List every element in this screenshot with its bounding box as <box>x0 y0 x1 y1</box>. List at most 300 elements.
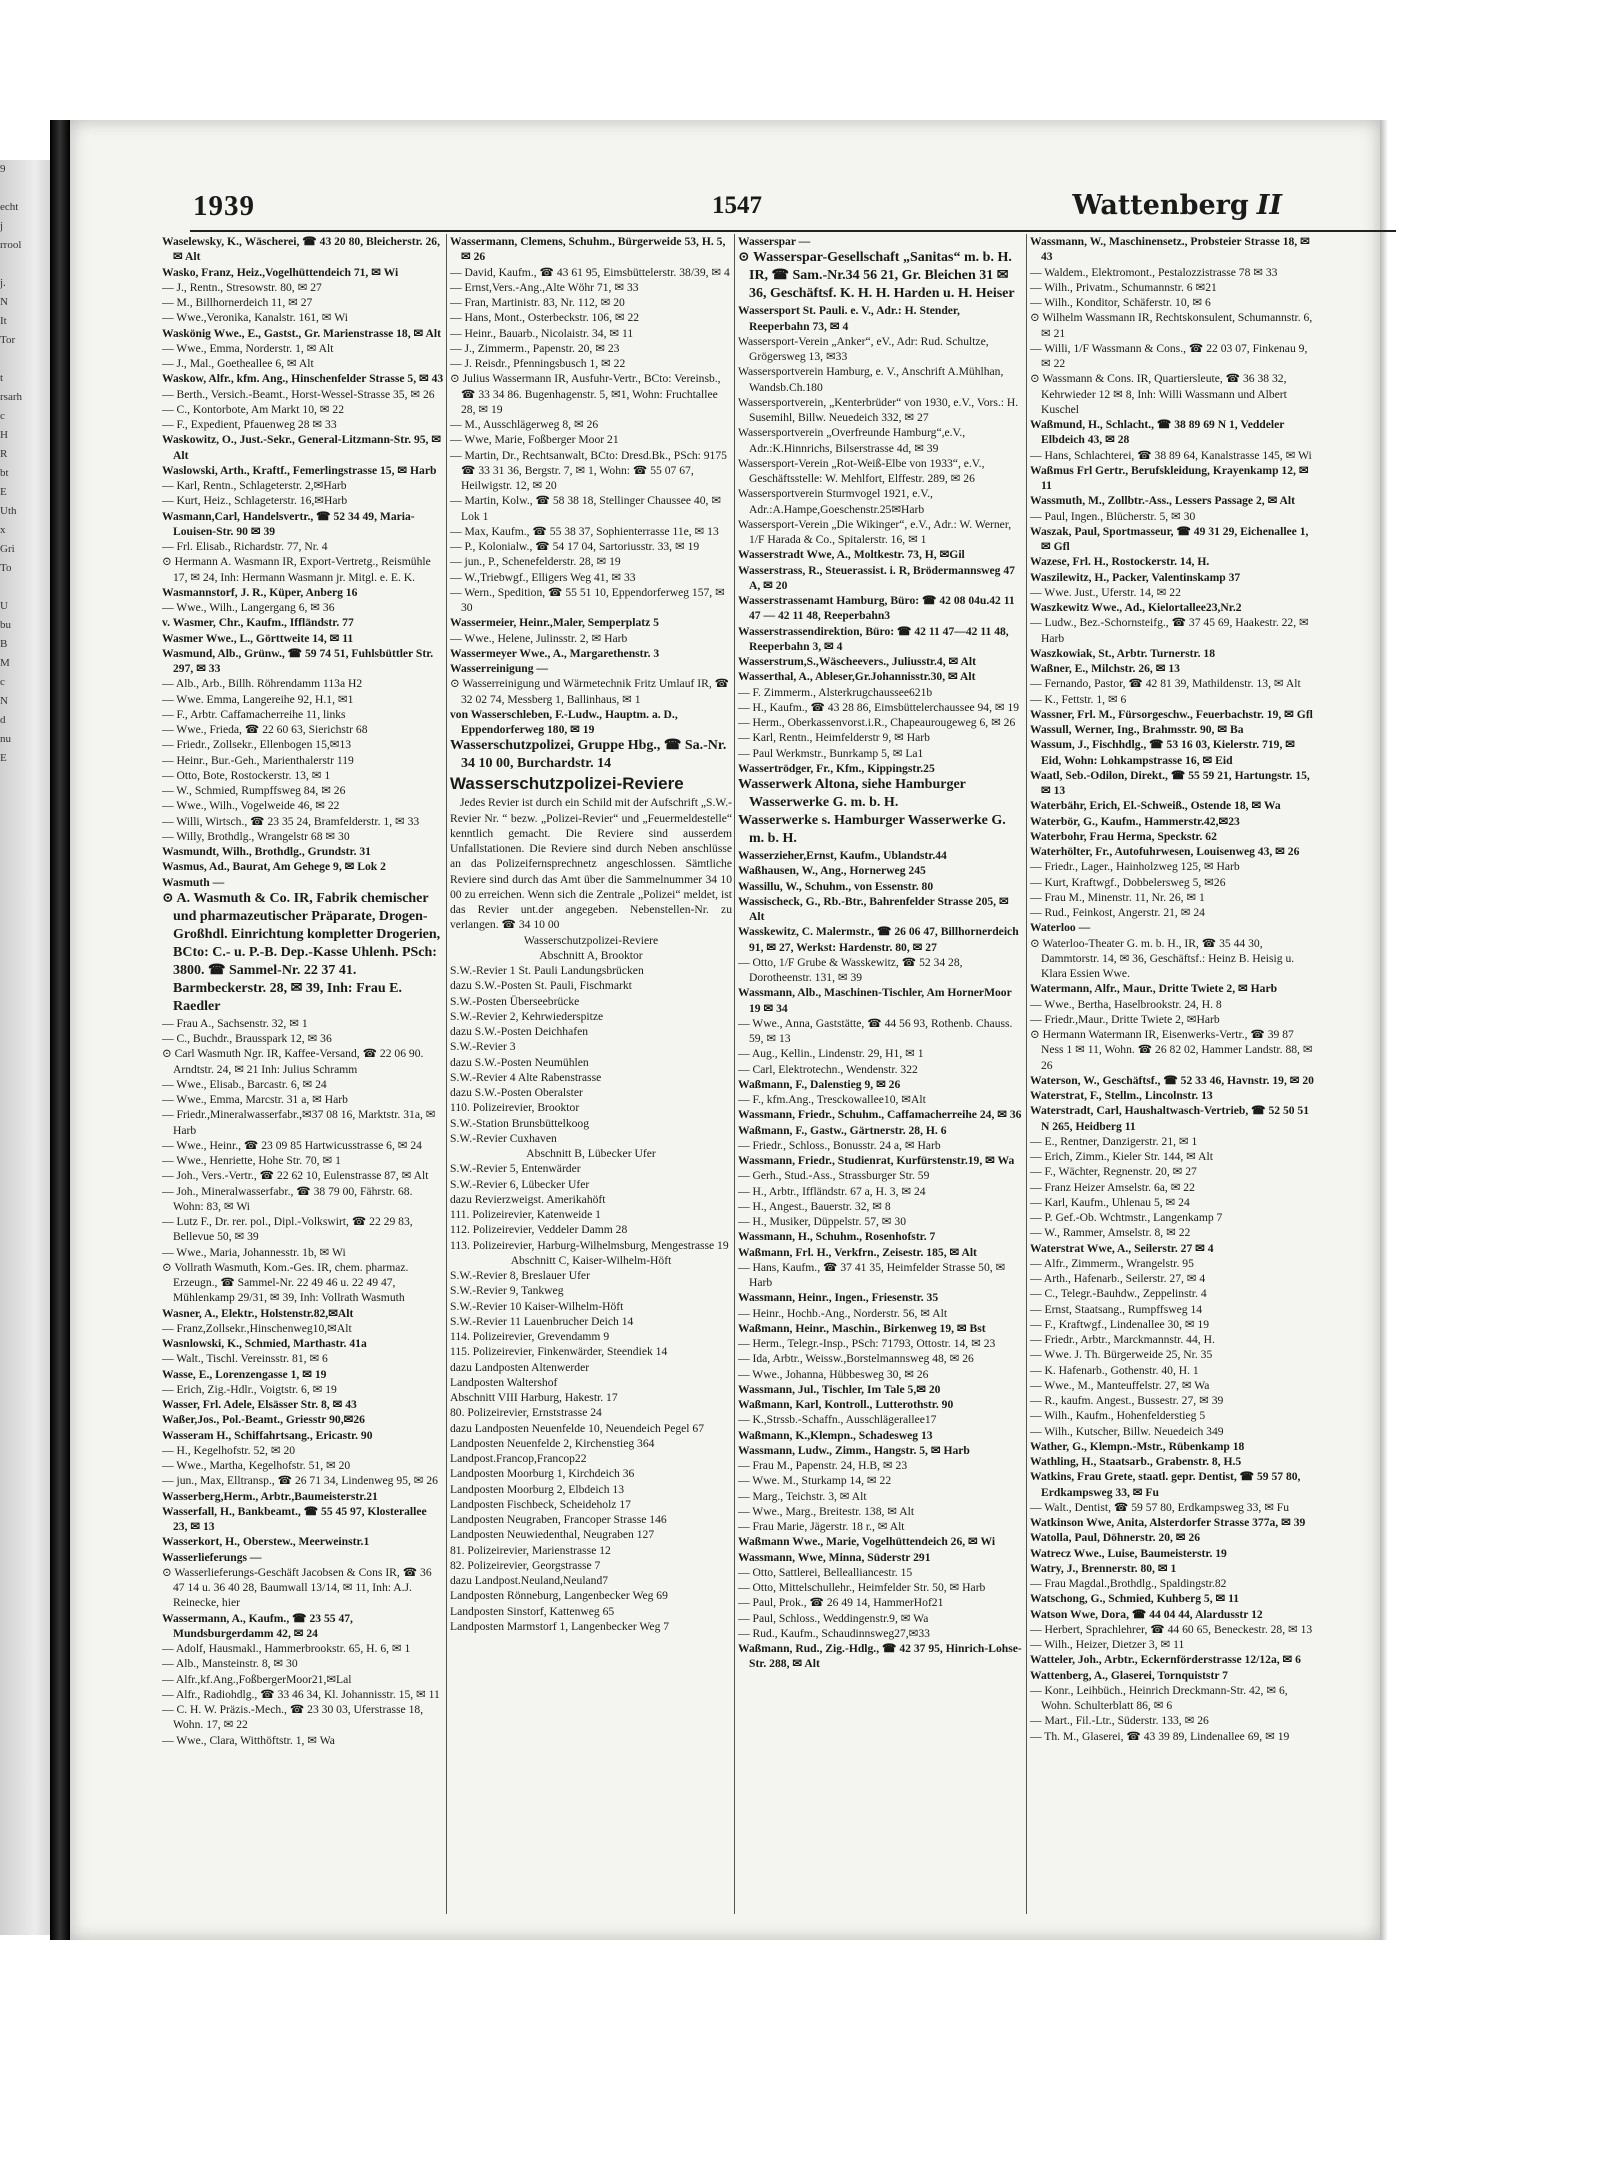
directory-entry: Wasserkort, H., Oberstew., Meerweinstr.1 <box>162 1535 370 1549</box>
directory-entry: Waslowski, Arth., Kraftf., Femerlingstrasse 15, ✉ Harb <box>162 463 437 477</box>
directory-entry: — Otto, 1/F Grube & Wasskewitz, ☎ 52 34 28, Dorotheenstr. 131, ✉ 39 <box>738 955 963 984</box>
directory-entry: Wasmannstorf, J. R., Küper, Anberg 16 <box>162 585 358 599</box>
directory-entry: Wassmann, Ludw., Zimm., Hangstr. 5, ✉ Harb <box>738 1443 970 1457</box>
directory-entry: Wassillu, W., Schuhm., von Essenstr. 80 <box>738 879 934 893</box>
directory-entry: — K. Hafenarb., Gothenstr. 40, H. 1 <box>1030 1363 1199 1377</box>
directory-entry: ⊙ Wasserreinigung und Wärmetechnik Fritz Umlauf IR, ☎ 32 02 74, Messberg 1, Ballinhaus, ✉ 1 <box>450 677 730 706</box>
directory-entry: — P., Kolonialw., ☎ 54 17 04, Sartoriusstr. 33, ✉ 19 <box>450 540 700 553</box>
directory-entry: Waterstradt, Carl, Haushaltwasch-Vertrieb, ☎ 52 50 51 N 265, Heidberg 11 <box>1030 1104 1310 1133</box>
directory-entry: Wassersport-Verein „Rot-Weiß-Elbe von 1933“, e.V., Geschäftsstelle: W. Mehlfort, Elffestr. 289, ✉ 26 <box>738 456 985 485</box>
directory-entry: — K., Fettstr. 1, ✉ 6 <box>1030 692 1127 706</box>
directory-entry: Waßmann, K.,Klempn., Schadesweg 13 <box>738 1428 933 1442</box>
directory-entry: Wasseram H., Schiffahrtsang., Ericastr. 90 <box>162 1428 373 1442</box>
directory-entry: Landposten Neuwiedenthal, Neugraben 127 <box>450 1528 655 1542</box>
directory-entry: — Otto, Mittelschullehr., Heimfelder Str. 50, ✉ Harb <box>738 1581 986 1594</box>
directory-entry: — J., Mal., Goetheallee 6, ✉ Alt <box>162 357 314 370</box>
directory-entry: Waßmann, Rud., Zig.-Hdlg., ☎ 42 37 95, Hinrich-Lohse-Str. 288, ✉ Alt <box>738 1642 1022 1671</box>
directory-entry: Wasmundt, Wilh., Brothdlg., Grundstr. 31 <box>162 845 371 858</box>
directory-entry: — Wwe., Frieda, ☎ 22 60 63, Sierichstr 68 <box>162 723 368 736</box>
directory-entry: Wathling, H., Staatsarb., Grabenstr. 8, H.5 <box>1030 1455 1242 1468</box>
directory-entry: — Wwe., Anna, Gaststätte, ☎ 44 56 93, Rothenb. Chauss. 59, ✉ 13 <box>738 1016 1013 1045</box>
directory-entry: Wasserthal, A., Ableser,Gr.Johannisstr.30, ✉ Alt <box>738 670 976 684</box>
directory-entry: — Walt., Tischl. Vereinsstr. 81, ✉ 6 <box>162 1352 328 1366</box>
directory-entry: Landposten Moorburg 1, Kirchdeich 36 <box>450 1467 635 1481</box>
directory-entry: Wassersportverein, „Kenterbrüder“ von 1930, e.V., Vors.: H. Susemihl, Billw. Neuedeich 332, ✉ 27 <box>738 395 1019 424</box>
directory-column-4 <box>1030 234 1314 1914</box>
directory-entry: Wattenberg, A., Glaserei, Tornquiststr 7 <box>1030 1668 1228 1682</box>
directory-entry: ⊙ Hermann Watermann IR, Eisenwerks-Vertr., ☎ 39 87 Ness 1 ✉ 11, Wohn. ☎ 26 82 02, Hammer Landstr. 88, ✉26 <box>1030 1028 1313 1072</box>
directory-entry: — Herm., Oberkassenvorst.i.R., Chapeaurougeweg 6, ✉ 26 <box>738 716 1016 729</box>
directory-entry: — Hans, Kaufm., ☎ 37 41 35, Heimfelder Strasse 50, ✉ Harb <box>738 1260 1006 1289</box>
directory-entry: Wassersportverein Hamburg, e. V., Anschrift A.Mühlhan, Wandsb.Ch.180 <box>738 365 1004 394</box>
directory-entry: Wazese, Frl. H., Rostockerstr. 14, H. <box>1030 555 1210 569</box>
directory-entry: Waßmann, F., Dalenstieg 9, ✉ 26 <box>738 1077 901 1091</box>
directory-entry: — Wern., Spedition, ☎ 55 51 10, Eppendorferweg 157, ✉ 30 <box>450 585 725 614</box>
directory-entry: Landposten Neugraben, Francoper Strasse 146 <box>450 1513 667 1526</box>
directory-entry: — Friedr., Zollsekr., Ellenbogen 15,✉13 <box>162 738 352 752</box>
directory-entry: ⊙ Hermann A. Wasmann IR, Export-Vertretg., Reismühle 17, ✉ 24, Inh: Hermann Wasmann jr. Mitgl. e. E. K. <box>162 555 431 584</box>
directory-entry: — H., Arbtr., Iffländstr. 67 a, H. 3, ✉ 24 <box>738 1184 926 1198</box>
directory-entry: — Franz,Zollsekr.,Hinschenweg10,✉Alt <box>162 1321 352 1335</box>
directory-entry: — Hans, Schlachterei, ☎ 38 89 64, Kanalstrasse 145, ✉ Wi <box>1030 448 1312 462</box>
directory-entry: — Frau M., Papenstr. 24, H.B, ✉ 23 <box>738 1459 908 1472</box>
directory-entry: — Kurt, Heiz., Schlageterstr. 16,✉Harb <box>162 494 348 508</box>
directory-entry: 114. Polizeirevier, Grevendamm 9 <box>450 1330 610 1343</box>
directory-entry: — Alb., Arb., Billh. Röhrendamm 113a H2 <box>162 677 363 691</box>
directory-entry: Watolla, Paul, Döhnerstr. 20, ✉ 26 <box>1030 1531 1200 1545</box>
directory-entry: — C., Buchdr., Brausspark 12, ✉ 36 <box>162 1032 332 1045</box>
directory-entry: 113. Polizeirevier, Harburg-Wilhelmsburg, Mengestrasse 19 <box>450 1238 729 1252</box>
directory-entry: Abschnitt VIII Harburg, Hakestr. 17 <box>450 1391 618 1404</box>
directory-entry: Wasserwerke s. Hamburger Wasserwerke G. m. b. H. <box>738 813 1006 846</box>
directory-entry: dazu Landposten Neuenfelde 10, Neuendeich Pegel 67 <box>450 1421 705 1435</box>
directory-entry: Landposten Fischbeck, Scheideholz 17 <box>450 1497 631 1511</box>
directory-entry: — Friedr., Arbtr., Marckmannstr. 44, H. <box>1030 1333 1215 1346</box>
directory-entry: Wasserreinigung — <box>450 662 549 675</box>
directory-entry: Waßmann, F., Gastw., Gärtnerstr. 28, H. 6 <box>738 1123 947 1137</box>
directory-entry: 81. Polizeirevier, Marienstrasse 12 <box>450 1543 611 1557</box>
directory-entry: Waterstrat, F., Stellm., Lincolnstr. 13 <box>1030 1089 1213 1102</box>
header-section-name: Wattenberg <box>1072 190 1249 221</box>
directory-entry: ⊙ Vollrath Wasmuth, Kom.-Ges. IR, chem. pharmaz. Erzeugn., ☎ Sammel-Nr. 22 49 46 u. 22 49 47, Mühlenkamp 29/31, ✉ 39, Inh: Vollrath Wasmuth <box>162 1260 409 1305</box>
directory-entry: — C. H. W. Präzis.-Mech., ☎ 23 30 03, Uferstrasse 18, Wohn. 17, ✉ 22 <box>162 1703 424 1732</box>
directory-entry: Wassermeier, Heinr.,Maler, Semperplatz 5 <box>450 616 659 630</box>
section-heading: Abschnitt C, Kaiser-Wilhelm-Höft <box>510 1253 672 1267</box>
directory-entry: Wasserfall, H., Bankbeamt., ☎ 55 45 97, Klosterallee 23, ✉ 13 <box>162 1504 427 1533</box>
directory-entry: S.W.-Revier 1 St. Pauli Landungsbrücken <box>450 964 644 977</box>
section-heading: Abschnitt A, Brooktor <box>539 948 643 962</box>
directory-entry: — Fernando, Pastor, ☎ 42 81 39, Mathildenstr. 13, ✉ Alt <box>1030 677 1301 691</box>
directory-entry: S.W.-Revier 5, Entenwärder <box>450 1162 581 1176</box>
directory-entry: Wasserstradt Wwe, A., Moltkestr. 73, H, ✉Gil <box>738 548 965 562</box>
directory-entry: — Wwe., Henriette, Hohe Str. 70, ✉ 1 <box>162 1154 341 1167</box>
directory-entry: S.W.-Revier 6, Lübecker Ufer <box>450 1177 590 1191</box>
directory-entry: Watry, J., Brennerstr. 80, ✉ 1 <box>1030 1561 1177 1575</box>
directory-entry: — Paul, Prok., ☎ 26 49 14, HammerHof21 <box>738 1596 944 1610</box>
directory-entry: Wasskewitz, C. Malermstr., ☎ 26 06 47, Billhornerdeich 91, ✉ 27, Werkst: Hardenstr. 80, ✉ 27 <box>738 925 1019 954</box>
directory-entry: Watrecz Wwe., Luise, Baumeisterstr. 19 <box>1030 1546 1227 1560</box>
directory-entry: Wassmann, W., Maschinensetz., Probsteier Strasse 18, ✉ 43 <box>1030 235 1310 264</box>
directory-entry: 115. Polizeirevier, Finkenwärder, Steendiek 14 <box>450 1345 668 1359</box>
directory-entry: — Hans, Mont., Osterbeckstr. 106, ✉ 22 <box>450 311 640 325</box>
directory-entry: — Herbert, Sprachlehrer, ☎ 44 60 65, Beneckestr. 28, ✉ 13 <box>1030 1622 1313 1636</box>
directory-entry: Wassmuth, M., Zollbtr.-Ass., Lessers Passage 2, ✉ Alt <box>1030 494 1296 508</box>
directory-entry: Wasse, E., Lorenzengasse 1, ✉ 19 <box>162 1367 327 1381</box>
directory-entry: — F. Zimmerm., Alsterkrugchaussee621b <box>738 685 933 699</box>
directory-entry: — J. Reisdr., Pfenningsbusch 1, ✉ 22 <box>450 357 626 370</box>
directory-entry: — Wwe., Elisab., Barcastr. 6, ✉ 24 <box>162 1077 327 1091</box>
directory-entry: Waterstrat Wwe, A., Seilerstr. 27 ✉ 4 <box>1030 1241 1214 1255</box>
directory-entry: — F., kfm.Ang., Tresckowallee10, ✉Alt <box>738 1093 926 1106</box>
directory-entry: — Frau Magdal.,Brothdlg., Spaldingstr.82 <box>1030 1577 1227 1590</box>
directory-entry: — Wwe., Heinr., ☎ 23 09 85 Hartwicusstrasse 6, ✉ 24 <box>162 1138 422 1152</box>
directory-entry: — Ernst,Vers.-Ang.,Alte Wöhr 71, ✉ 33 <box>450 280 639 294</box>
directory-entry: ⊙ Wasserlieferungs-Geschäft Jacobsen & Cons IR, ☎ 36 47 14 u. 36 40 28, Baumwall 13/14, ✉ 11, Inh: A.J. Reinecke, hier <box>162 1565 432 1610</box>
directory-entry: — Frau A., Sachsenstr. 32, ✉ 1 <box>162 1016 308 1030</box>
directory-entry: Waskowitz, O., Just.-Sekr., General-Litzmann-Str. 95, ✉ Alt <box>162 433 442 462</box>
directory-entry: dazu Landpost.Neuland,Neuland7 <box>450 1574 609 1587</box>
directory-entry: Waterhölter, Fr., Autofuhrwesen, Louisenweg 43, ✉ 26 <box>1030 845 1300 858</box>
directory-entry: Waatl, Seb.-Odilon, Direkt., ☎ 55 59 21, Hartungstr. 15, ✉ 13 <box>1030 768 1310 797</box>
directory-entry: Wassersport-Verein „Die Wikinger“, e.V., Adr.: W. Werner, 1/F Harada & Co., Spitalerstr. 16, ✉ 1 <box>738 517 1012 546</box>
directory-entry: Landpost.Francop,Francop22 <box>450 1452 587 1465</box>
directory-entry: — Walt., Dentist, ☎ 59 57 80, Erdkampsweg 33, ✉ Fu <box>1030 1500 1290 1514</box>
directory-entry: — Friedr., Schloss., Bonusstr. 24 a, ✉ Harb <box>738 1138 941 1152</box>
directory-entry: — Karl, Kaufm., Uhlenau 5, ✉ 24 <box>1030 1195 1190 1209</box>
directory-entry: Watschong, G., Schmied, Kuhberg 5, ✉ 11 <box>1030 1592 1240 1606</box>
directory-entry: — Erich, Zimm., Kieler Str. 144, ✉ Alt <box>1030 1150 1213 1163</box>
directory-entry: — Adolf, Hausmakl., Hammerbrookstr. 65, H. 6, ✉ 1 <box>162 1642 411 1655</box>
directory-entry: — jun., Max, Elltransp., ☎ 26 71 34, Lindenweg 95, ✉ 26 <box>162 1474 438 1488</box>
directory-entry: — Friedr.,Maur., Dritte Twiete 2, ✉Harb <box>1030 1012 1220 1026</box>
directory-entry: Wassersportverein „Overfreunde Hamburg“,e.V., Adr.:K.Hinnrichs, Bilserstrasse 4d, ✉ 39 <box>738 426 966 455</box>
directory-entry: Waßmann Wwe., Marie, Vogelhüttendeich 26, ✉ Wi <box>738 1535 996 1549</box>
directory-entry: — Wwe.,Veronika, Kanalstr. 161, ✉ Wi <box>162 311 348 325</box>
directory-entry: — Erich, Zig.-Hdlr., Voigtstr. 6, ✉ 19 <box>162 1382 337 1396</box>
directory-entry: — Wwe., Wilh., Langergang 6, ✉ 36 <box>162 601 335 614</box>
directory-entry: Wassersport St. Pauli. e. V., Adr.: H. Stender, Reeperbahn 73, ✉ 4 <box>738 304 960 333</box>
directory-entry: — Heinr., Bur.-Geh., Marienthalerstr 119 <box>162 753 354 767</box>
directory-entry: — Wilh., Privatm., Schumannstr. 6 ✉21 <box>1030 280 1217 294</box>
directory-entry: — M., Ausschlägerweg 8, ✉ 26 <box>450 418 599 431</box>
directory-entry: Wasserwerk Altona, siehe Hamburger Wasserwerke G. m. b. H. <box>738 777 966 810</box>
directory-entry: Waßmus Frl Gertr., Berufskleidung, Krayenkamp 12, ✉ 11 <box>1030 463 1309 492</box>
section-heading: Abschnitt B, Lübecker Ufer <box>526 1147 656 1160</box>
directory-entry: Watkins, Frau Grete, staatl. gepr. Dentist, ☎ 59 57 80, Erdkampsweg 33, ✉ Fu <box>1030 1470 1301 1499</box>
directory-entry: — Marg., Teichstr. 3, ✉ Alt <box>738 1489 867 1503</box>
directory-entry: — Alfr., Radiohdlg., ☎ 33 46 34, Kl. Johannisstr. 15, ✉ 11 <box>162 1687 440 1701</box>
directory-entry: — Martin, Kolw., ☎ 58 38 18, Stellinger Chaussee 40, ✉ Lok 1 <box>450 494 722 523</box>
header-year: 1939 <box>193 190 255 222</box>
directory-entry: — Wwe., M., Manteuffelstr. 27, ✉ Wa <box>1030 1378 1210 1392</box>
directory-entry: S.W.-Revier 4 Alte Rabenstrasse <box>450 1070 602 1084</box>
directory-entry: S.W.-Revier 11 Lauenbrucher Deich 14 <box>450 1314 634 1328</box>
book-spine <box>50 120 70 1940</box>
directory-entry: Waßner, E., Milchstr. 26, ✉ 13 <box>1030 662 1180 675</box>
directory-entry: — Friedr.,Mineralwasserfabr.,✉37 08 16, Marktstr. 31a, ✉ Harb <box>162 1108 436 1137</box>
directory-entry: — W.,Triebwgf., Elligers Weg 41, ✉ 33 <box>450 570 636 584</box>
directory-entry: Wassull, Werner, Ing., Brahmsstr. 90, ✉ Ba <box>1030 723 1244 736</box>
directory-entry: Waßer,Jos., Pol.-Beamt., Griesstr 90,✉26 <box>162 1413 365 1427</box>
directory-entry: Waszak, Paul, Sportmasseur, ☎ 49 31 29, Eichenallee 1, ✉ Gfl <box>1030 524 1309 553</box>
directory-entry: Wasserzieher,Ernst, Kaufm., Ublandstr.44 <box>738 849 947 862</box>
directory-entry: Wasner, A., Elektr., Holstenstr.82,✉Alt <box>162 1306 354 1320</box>
directory-entry: — Wwe, Marie, Foßberger Moor 21 <box>450 433 619 447</box>
directory-entry: — Alfr.,kf.Ang.,FoßbergerMoor21,✉Lal <box>162 1672 352 1686</box>
directory-entry: — C., Telegr.-Bauhdw., Zeppelinstr. 4 <box>1030 1287 1207 1301</box>
directory-entry: — J., Zimmerm., Papenstr. 20, ✉ 23 <box>450 341 620 355</box>
directory-entry: Wassum, J., Fischhdlg., ☎ 53 16 03, Kielerstr. 719, ✉Eid, Wohn: Lohkampstrasse 16, ✉ Eid <box>1030 738 1295 767</box>
directory-entry: Watkinson Wwe, Anita, Alsterdorfer Strasse 377a, ✉ 39 <box>1030 1516 1306 1529</box>
directory-entry: — Wwe. Emma, Langereihe 92, H.1, ✉1 <box>162 692 354 706</box>
directory-entry: — Arth., Hafenarb., Seilerstr. 27, ✉ 4 <box>1030 1272 1206 1285</box>
directory-entry: dazu S.W.-Posten Neumühlen <box>450 1055 589 1069</box>
directory-entry: Wasserspar — <box>738 235 811 248</box>
directory-entry: — Wwe., Emma, Marcstr. 31 a, ✉ Harb <box>162 1093 348 1106</box>
directory-entry: Wasmuth — <box>162 875 225 889</box>
directory-entry: Wassermeyer Wwe., A., Margarethenstr. 3 <box>450 646 660 660</box>
directory-entry: Waßmann, Karl, Kontroll., Lutterothstr. 90 <box>738 1398 954 1411</box>
directory-entry: — Carl, Elektrotechn., Wendenstr. 322 <box>738 1062 918 1076</box>
directory-entry: Landposten Rönneburg, Langenbecker Weg 69 <box>450 1589 668 1603</box>
directory-entry: — Alfr., Zimmerm., Wrangelstr. 95 <box>1030 1256 1194 1270</box>
directory-entry: — W., Rammer, Amselstr. 8, ✉ 22 <box>1030 1226 1191 1240</box>
directory-entry: ⊙ Julius Wassermann IR, Ausfuhr-Vertr., BCto: Vereinsb., ☎ 33 34 86. Bugenhagenstr. 5, ✉1, Wohn: Fruchtallee 28, ✉ 19 <box>450 372 721 416</box>
directory-entry: — Wwe., Wilh., Vogelweide 46, ✉ 22 <box>162 799 340 813</box>
directory-entry: S.W.-Revier Cuxhaven <box>450 1131 557 1145</box>
directory-entry: Wasmann,Carl, Handelsvertr., ☎ 52 34 49, Maria-Louisen-Str. 90 ✉ 39 <box>162 509 415 538</box>
directory-entry: — Aug., Kellin., Lindenstr. 29, H1, ✉ 1 <box>738 1047 924 1061</box>
directory-entry: Waszkewitz Wwe., Ad., Kielortallee23,Nr.2 <box>1030 601 1242 614</box>
directory-entry: ⊙ Carl Wasmuth Ngr. IR, Kaffee-Versand, ☎ 22 06 90. Arndtstr. 24, ✉ 21 Inh: Julius Schramm <box>162 1047 424 1076</box>
directory-entry: — F., Wächter, Regnenstr. 20, ✉ 27 <box>1030 1165 1197 1179</box>
directory-entry: Wasmund, Alb., Grünw., ☎ 59 74 51, Fuhlsbüttler Str. 297, ✉ 33 <box>162 646 434 675</box>
directory-entry: — Frau M., Minenstr. 11, Nr. 26, ✉ 1 <box>1030 890 1205 904</box>
directory-entry: — Frl. Elisab., Richardstr. 77, Nr. 4 <box>162 540 328 553</box>
directory-entry: — Alb., Mansteinstr. 8, ✉ 30 <box>162 1657 298 1671</box>
directory-entry: S.W.-Station Brunsbüttelkoog <box>450 1116 590 1130</box>
directory-entry: — Lutz F., Dr. rer. pol., Dipl.-Volkswirt, ☎ 22 29 83, Bellevue 50, ✉ 39 <box>162 1215 413 1244</box>
page-edge-shadow <box>1380 120 1388 1940</box>
directory-entry: dazu S.W.-Posten Deichhafen <box>450 1025 589 1038</box>
directory-entry: — Wwe., Johanna, Hübbesweg 30, ✉ 26 <box>738 1367 929 1381</box>
directory-entry: Wassmann, Wwe, Minna, Süderstr 291 <box>738 1550 931 1564</box>
directory-entry: — Wwe., Maria, Johannesstr. 1b, ✉ Wi <box>162 1245 346 1259</box>
directory-entry: — M., Billhornerdeich 11, ✉ 27 <box>162 296 313 309</box>
directory-entry: — Joh., Mineralwasserfabr., ☎ 38 79 00, Fährstr. 68. Wohn: 83, ✉ Wi <box>162 1184 413 1213</box>
directory-entry: Wassner, Frl. M., Fürsorgeschw., Feuerbachstr. 19, ✉ Gfl <box>1030 707 1313 721</box>
directory-entry: — Willi, 1/F Wassmann & Cons., ☎ 22 03 07, Finkenau 9, ✉ 22 <box>1030 341 1308 370</box>
directory-entry: Wasserstrass, R., Steuerassist. i. R, Brödermannsweg 47 A, ✉ 20 <box>738 563 1015 592</box>
directory-entry: — Kurt, Kraftwgf., Dobbelersweg 5, ✉26 <box>1030 875 1226 889</box>
directory-entry: Wasko, Franz, Heiz.,Vogelhüttendeich 71, ✉ Wi <box>162 265 399 279</box>
directory-entry: — Paul Werkmstr., Bunrkamp 5, ✉ La1 <box>738 746 924 760</box>
column-divider <box>1026 234 1027 1914</box>
directory-entry: — H., Musiker, Düppelstr. 57, ✉ 30 <box>738 1215 907 1228</box>
directory-entry: Wassischeck, G., Rb.-Btr., Bahrenfelder Strasse 205, ✉ Alt <box>738 894 1009 923</box>
directory-entry: — J., Rentn., Stresowstr. 80, ✉ 27 <box>162 280 322 294</box>
directory-entry: S.W.-Revier 10 Kaiser-Wilhelm-Höft <box>450 1299 624 1313</box>
directory-column-2 <box>450 234 732 1914</box>
directory-entry: ⊙ Waterloo-Theater G. m. b. H., IR, ☎ 35 44 30, Dammtorstr. 14, ✉ 36, Geschäftsf.: Heinz B. Heisig u. Klara Essien Wwe. <box>1030 936 1295 980</box>
directory-entry: — K.,Strssb.-Schaffn., Ausschlägerallee17 <box>738 1413 937 1427</box>
directory-entry: — Otto, Bote, Rostockerstr. 13, ✉ 1 <box>162 768 331 782</box>
directory-entry: — Paul, Schloss., Weddingenstr.9, ✉ Wa <box>738 1611 929 1625</box>
directory-entry: Wather, G., Klempn.-Mstr., Rübenkamp 18 <box>1030 1439 1245 1453</box>
directory-entry: — W., Schmied, Rumpffsweg 84, ✉ 26 <box>162 784 346 797</box>
directory-entry: ⊙ Wilhelm Wassmann IR, Rechtskonsulent, Schumannstr. 6, ✉ 21 <box>1030 311 1313 340</box>
directory-entry: Landposten Waltershof <box>450 1375 558 1389</box>
directory-entry: — Willy, Brothdlg., Wrangelstr 68 ✉ 30 <box>162 829 350 843</box>
directory-entry: Wasserstrum,S.,Wäscheevers., Juliusstr.4, ✉ Alt <box>738 655 976 668</box>
directory-entry: — H., Kegelhofstr. 52, ✉ 20 <box>162 1443 296 1457</box>
directory-entry: Watteler, Joh., Arbtr., Eckernförderstrasse 12/12a, ✉ 6 <box>1030 1653 1301 1667</box>
directory-entry: — Wwe. M., Sturkamp 14, ✉ 22 <box>738 1474 892 1488</box>
directory-entry: — R., kaufm. Angest., Bussestr. 27, ✉ 39 <box>1030 1394 1224 1407</box>
header-page-number: 1547 <box>712 192 762 219</box>
directory-entry: dazu S.W.-Posten Oberalster <box>450 1086 583 1099</box>
directory-entry: — Ida, Arbtr., Weissw.,Borstelmannsweg 48, ✉ 26 <box>738 1352 974 1366</box>
directory-entry: Wasnlowski, K., Schmied, Marthastr. 41a <box>162 1337 367 1350</box>
directory-entry: — Martin, Dr., Rechtsanwalt, BCto: Dresd.Bk., PSch: 9175 ☎ 33 31 36, Bergstr. 7, ✉ 1, Wohn: ☎ 55 07 67, Heilwigstr. 12, ✉ 20 <box>450 448 727 492</box>
section-heading: Wasserschutzpolizei-Reviere <box>450 774 684 794</box>
directory-entry: — H., Kaufm., ☎ 43 28 86, Eimsbüttelerchaussee 94, ✉ 19 <box>738 700 1020 714</box>
directory-entry: — jun., P., Schenefelderstr. 28, ✉ 19 <box>450 555 621 569</box>
directory-entry: — Joh., Vers.-Vertr., ☎ 22 62 10, Eulenstrasse 87, ✉ Alt <box>162 1169 429 1183</box>
directory-entry: — Gerh., Stud.-Ass., Strassburger Str. 59 <box>738 1169 930 1183</box>
header-section <box>1072 190 1282 221</box>
directory-entry: — Frau Marie, Jägerstr. 18 r., ✉ Alt <box>738 1520 905 1533</box>
directory-entry: — Wilh., Konditor, Schäferstr. 10, ✉ 6 <box>1030 296 1211 309</box>
directory-entry: 80. Polizeirevier, Ernststrasse 24 <box>450 1406 602 1420</box>
header-section-numeral: II <box>1256 190 1282 221</box>
directory-entry: — Wwe., Emma, Norderstr. 1, ✉ Alt <box>162 341 334 355</box>
directory-entry: Waszkowiak, St., Arbtr. Turnerstr. 18 <box>1030 646 1215 660</box>
directory-column-1 <box>162 234 444 1914</box>
directory-entry: — C., Kontorbote, Am Markt 10, ✉ 22 <box>162 402 345 416</box>
directory-entry: — E., Rentner, Danzigerstr. 21, ✉ 1 <box>1030 1134 1198 1148</box>
previous-page-fringe-text: 9 echt j rrool j. N It Tor t rsarh c H R bt E Uth x Gri To U bu B M c N d nu E <box>0 163 22 764</box>
scan-bottom-margin <box>0 1940 1600 2177</box>
directory-entry: Wasserschutzpolizei, Gruppe Hbg., ☎ Sa.-Nr. 34 10 00, Burchardstr. 14 <box>450 738 727 772</box>
directory-entry: Waterbähr, Erich, El.-Schweiß., Ostende 18, ✉ Wa <box>1030 799 1281 813</box>
section-heading: Wasserschutzpolizei-Reviere <box>523 933 659 947</box>
directory-entry: S.W.-Revier 8, Breslauer Ufer <box>450 1269 590 1282</box>
directory-entry: — Rud., Feinkost, Angerstr. 21, ✉ 24 <box>1030 906 1205 919</box>
directory-entry: dazu Landposten Altenwerder <box>450 1360 590 1374</box>
directory-entry: 110. Polizeirevier, Brooktor <box>450 1101 580 1115</box>
directory-entry: Waßmann, Frl. H., Verkfrn., Zeisestr. 185, ✉ Alt <box>738 1245 977 1259</box>
directory-entry: Waselewsky, K., Wäscherei, ☎ 43 20 80, Bleicherstr. 26, ✉ Alt <box>162 235 440 264</box>
directory-entry: Watermann, Alfr., Maur., Dritte Twiete 2, ✉ Harb <box>1030 982 1278 996</box>
directory-entry: Waßmund, H., Schlacht., ☎ 38 89 69 N 1, Veddeler Elbdeich 43, ✉ 28 <box>1030 418 1285 447</box>
directory-entry: Waskönig Wwe., E., Gastst., Gr. Marienstrasse 18, ✉ Alt <box>162 326 441 340</box>
directory-entry: — Heinr., Bauarb., Nicolaistr. 34, ✉ 11 <box>450 326 634 340</box>
directory-entry: Wassertrödger, Fr., Kfm., Kippingstr.25 <box>738 761 935 775</box>
directory-entry: Wasmus, Ad., Baurat, Am Gehege 9, ✉ Lok 2 <box>162 860 386 874</box>
directory-entry: — H., Angest., Bauerstr. 32, ✉ 8 <box>738 1199 891 1213</box>
directory-entry: — Franz Heizer Amselstr. 6a, ✉ 22 <box>1030 1180 1195 1194</box>
directory-entry: Landposten Neuenfelde 2, Kirchenstieg 364 <box>450 1436 655 1450</box>
directory-entry: ⊙ Wasserspar-Gesellschaft „Sanitas“ m. b. H. IR, ☎ Sam.-Nr.34 56 21, Gr. Bleichen 31 ✉36, Geschäftsf. K. H. H. Harden u. H. Heiser <box>738 250 1015 302</box>
directory-entry: — Karl, Rentn., Heimfelderstr 9, ✉ Harb <box>738 731 930 745</box>
directory-entry: — F., Expedient, Pfauenweg 28 ✉ 33 <box>162 418 337 431</box>
directory-entry: — Waldem., Elektromont., Pestalozzistrasse 78 ✉ 33 <box>1030 265 1278 279</box>
directory-entry: Wassermann, Clemens, Schuhm., Bürgerweide 53, H. 5, ✉ 26 <box>450 235 726 264</box>
directory-entry: — Ludw., Bez.-Schornsteifg., ☎ 37 45 69, Haakestr. 22, ✉ Harb <box>1030 616 1309 645</box>
directory-entry: Wassmann, Alb., Maschinen-Tischler, Am HornerMoor 19 ✉ 34 <box>738 986 1012 1015</box>
directory-entry: — Wilh., Heizer, Dietzer 3, ✉ 11 <box>1030 1638 1185 1651</box>
directory-entry: 112. Polizeirevier, Veddeler Damm 28 <box>450 1223 628 1237</box>
directory-entry: ⊙ Wassmann & Cons. IR, Quartiersleute, ☎ 36 38 32, Kehrwieder 12 ✉ 8, Inh: Willi Wassmann und Albert Kuschel <box>1030 372 1287 416</box>
directory-entry: Wassersport-Verein „Anker“, eV., Adr: Rud. Schultze, Grögersweg 13, ✉33 <box>738 334 989 363</box>
directory-entry: Waskow, Alfr., kfm. Ang., Hinschenfelder Strasse 5, ✉ 43 <box>162 372 444 386</box>
directory-entry: Waterloo — <box>1030 921 1091 935</box>
directory-entry: Jedes Revier ist durch ein Schild mit der Aufschrift „S.W.-Revier Nr. “ bezw. „Polizei-Revier“ und „Feuermeldestelle“ kenntlich gemacht. Die Reviere sind ausserdem Unfallstationen. Die Reviere sind durch Neben anschlüsse an das Polizeifernsprechnetz angeschlossen. Sämtliche Reviere sind durch das Amt über die Sammelnummer 34 10 00 zu erreichen. Wenn sich die Zentrale „Polizei“ meldet, ist das Revier unt.der angegeben. Nebenstellen-Nr. zu verlangen. ☎ 34 10 00 <box>450 796 732 932</box>
directory-entry: — Rud., Kaufm., Schaudinnsweg27,✉33 <box>738 1626 930 1640</box>
directory-entry: — Wilh., Kutscher, Billw. Neuedeich 349 <box>1030 1424 1224 1438</box>
directory-entry: — Karl, Rentn., Schlageterstr. 2,✉Harb <box>162 479 347 492</box>
directory-entry: Wasser, Frl. Adele, Elsässer Str. 8, ✉ 43 <box>162 1398 357 1411</box>
directory-entry: Wassersportverein Sturmvogel 1921, e.V., Adr.:A.Hampe,Goeschenstr.25✉Harb <box>738 487 933 516</box>
directory-entry: — Willi, Wirtsch., ☎ 23 35 24, Bramfelderstr. 1, ✉ 33 <box>162 814 420 828</box>
directory-entry: — P. Gef.-Ob. Wchtmstr., Langenkamp 7 <box>1030 1211 1223 1224</box>
directory-entry: Watson Wwe, Dora, ☎ 44 04 44, Alardusstr 12 <box>1030 1607 1263 1621</box>
directory-entry: v. Wasmer, Chr., Kaufm., Iffländstr. 77 <box>162 616 354 630</box>
directory-entry: — Wwe. J. Th. Bürgerweide 25, Nr. 35 <box>1030 1348 1213 1362</box>
directory-entry: S.W.-Revier 9, Tankweg <box>450 1284 564 1298</box>
directory-entry: Waterbör, G., Kaufm., Hammerstr.42,✉23 <box>1030 814 1240 828</box>
directory-entry: — Berth., Versich.-Beamt., Horst-Wessel-Strasse 35, ✉ 26 <box>162 387 435 401</box>
directory-entry: 111. Polizeirevier, Katenweide 1 <box>450 1208 601 1221</box>
directory-entry: — Konr., Leihbüch., Heinrich Dreckmann-Str. 42, ✉ 6, Wohn. Schulterblatt 86, ✉ 6 <box>1030 1683 1288 1712</box>
directory-entry: Wassmann, Friedr., Schuhm., Caffamacherreihe 24, ✉ 36 <box>738 1108 1022 1122</box>
directory-entry: Wasserstrassendirektion, Büro: ☎ 42 11 47—42 11 48, Reeperbahn 3, ✉ 4 <box>738 624 1009 653</box>
directory-entry: Wasserberg,Herm., Arbtr.,Baumeisterstr.21 <box>162 1489 378 1503</box>
directory-entry: Waßmann, Heinr., Maschin., Birkenweg 19, ✉ Bst <box>738 1321 986 1335</box>
directory-entry: — Wwe., Clara, Witthöftstr. 1, ✉ Wa <box>162 1733 335 1747</box>
directory-entry: — Wwe. Just., Uferstr. 14, ✉ 22 <box>1030 585 1181 599</box>
column-divider <box>446 234 447 1914</box>
directory-entry: 82. Polizeirevier, Georgstrasse 7 <box>450 1558 601 1572</box>
directory-entry: — David, Kaufm., ☎ 43 61 95, Eimsbüttelerstr. 38/39, ✉ 4 <box>450 265 730 279</box>
directory-entry: — Wwe., Marg., Breitestr. 138, ✉ Alt <box>738 1504 915 1518</box>
directory-entry: Wassmann, Friedr., Studienrat, Kurfürstenstr.19, ✉ Wa <box>738 1154 1015 1167</box>
directory-entry: S.W.-Revier 2, Kehrwiederspitze <box>450 1009 604 1023</box>
directory-entry: ⊙ A. Wasmuth & Co. IR, Fabrik chemischer und pharmazeutischer Präparate, Drogen-Großhdl. Einrichtung kompletter Drogerien, BCto: C.- u. P.-B. Dep.-Kasse Uhlenh. PSch: 3800. ☎ Sammel-Nr. 22 37 41. Barmbeckerstr. 28, ✉ 39, Inh: Frau E. Raedler <box>162 890 441 1014</box>
directory-entry: — Paul, Ingen., Blücherstr. 5, ✉ 30 <box>1030 509 1196 523</box>
directory-entry: — Max, Kaufm., ☎ 55 38 37, Sophienterrasse 11e, ✉ 13 <box>450 524 719 538</box>
directory-entry: — Heinr., Hochb.-Ang., Norderstr. 56, ✉ Alt <box>738 1306 948 1320</box>
directory-entry: — Otto, Sattlerei, Bellealliancestr. 15 <box>738 1565 913 1579</box>
directory-entry: S.W.-Revier 3 <box>450 1040 516 1054</box>
directory-entry: Wassmann, Heinr., Ingen., Friesenstr. 35 <box>738 1291 939 1305</box>
directory-entry: — Th. M., Glaserei, ☎ 43 39 89, Lindenallee 69, ✉ 19 <box>1030 1729 1290 1743</box>
directory-entry: Wasserlieferungs — <box>162 1550 262 1564</box>
directory-entry: Waszilewitz, H., Packer, Valentinskamp 37 <box>1030 570 1241 584</box>
directory-entry: — Wwe., Martha, Kegelhofstr. 51, ✉ 20 <box>162 1459 351 1472</box>
directory-entry: — Herm., Telegr.-Insp., PSch: 71793, Ottostr. 14, ✉ 23 <box>738 1337 996 1350</box>
directory-entry: S.W.-Posten Überseebrücke <box>450 994 580 1008</box>
directory-entry: — Wilh., Kaufm., Hohenfelderstieg 5 <box>1030 1409 1206 1423</box>
directory-entry: — Wwe., Bertha, Haselbrookstr. 24, H. 8 <box>1030 997 1222 1011</box>
directory-entry: Wasmer Wwe., L., Görttweite 14, ✉ 11 <box>162 631 354 645</box>
directory-column-3 <box>738 234 1022 1914</box>
directory-entry: dazu Revierzweigst. Amerikahöft <box>450 1192 606 1206</box>
directory-entry: dazu S.W.-Posten St. Pauli, Fischmarkt <box>450 979 632 993</box>
directory-entry: Waßhausen, W., Ang., Hornerweg 245 <box>738 864 926 878</box>
directory-entry: Waterbohr, Frau Herma, Speckstr. 62 <box>1030 829 1217 843</box>
